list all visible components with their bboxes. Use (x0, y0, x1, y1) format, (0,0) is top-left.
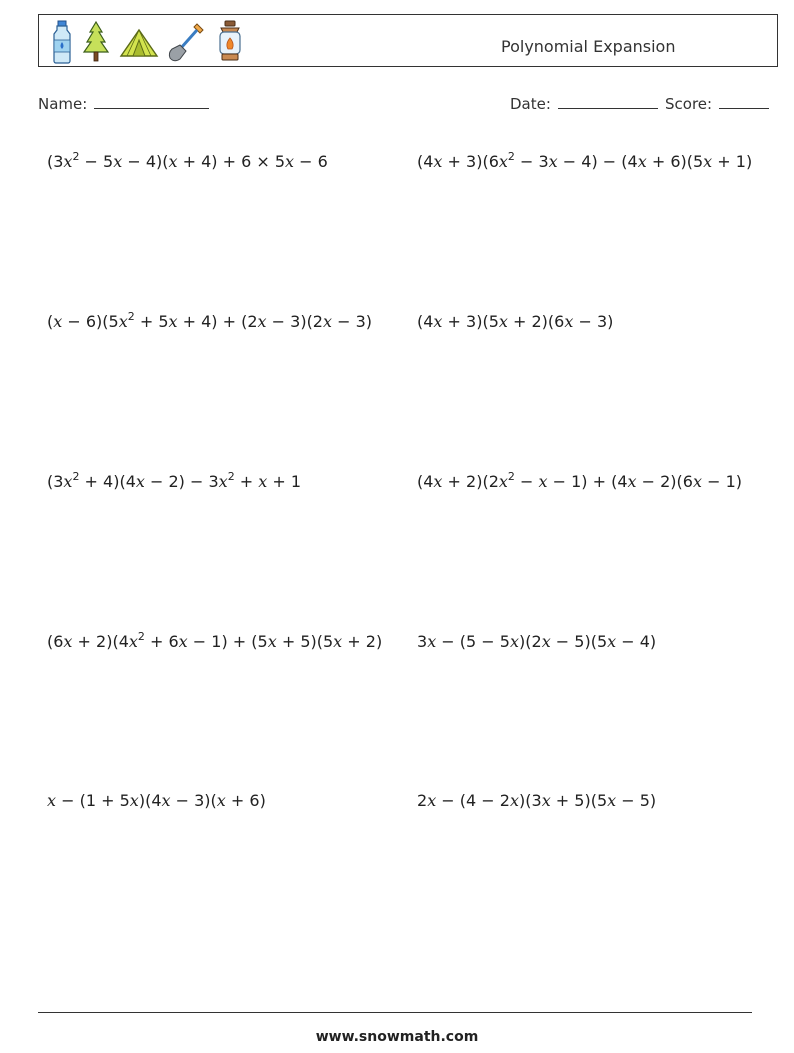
pine-tree-icon (81, 20, 111, 64)
date-field (510, 94, 658, 113)
score-field (665, 94, 769, 113)
worksheet-title: Polynomial Expansion (501, 37, 676, 56)
problem-4: (4x + 3)(5x + 2)(6x − 3) (417, 312, 614, 331)
water-bottle-icon (51, 20, 73, 64)
shovel-icon (167, 20, 207, 64)
name-field (38, 94, 209, 113)
date-label: Date: (510, 95, 551, 113)
date-blank-line (558, 94, 658, 109)
problem-5: $(3x^2 + 4)(4x - 2) - 3x^2 + x + 1$ (47, 470, 302, 491)
problem-7: $(6x + 2)(4x^2 + 6x - 1) + (5x + 5)(5x + 2)$ (47, 630, 383, 651)
problem-9: x − (1 + 5x)(4x − 3)(x + 6) (47, 791, 266, 810)
footer-url: www.snowmath.com (315, 1029, 479, 1045)
footer-divider (38, 1012, 752, 1013)
problem-10: 2x − (4 − 2x)(3x + 5)(5x − 5) (417, 791, 657, 810)
tent-icon (119, 20, 159, 64)
problem-2: $(4x + 3)(6x^2 - 3x - 4) - (4x + 6)(5x + 1)$ (417, 150, 753, 171)
problem-6: $(4x + 2)(2x^2 - x - 1) + (4x - 2)(6x - 1)$ (417, 470, 742, 491)
header-icons (51, 19, 245, 65)
worksheet-header (38, 14, 778, 67)
problem-8: 3x − (5 − 5x)(2x − 5)(5x − 4) (417, 632, 657, 651)
score-blank-line (719, 94, 769, 109)
problem-1: $(3x^2 - 5x - 4)(x + 4) + 6 \times 5x - 6$ (47, 150, 328, 171)
score-label: Score: (665, 95, 713, 113)
name-blank-line (94, 94, 209, 109)
problem-3: $(x - 6)(5x^2 + 5x + 4) + (2x - 3)(2x - 3)$ (47, 310, 373, 331)
name-label: Name: (38, 95, 88, 113)
lantern-icon (215, 20, 245, 64)
